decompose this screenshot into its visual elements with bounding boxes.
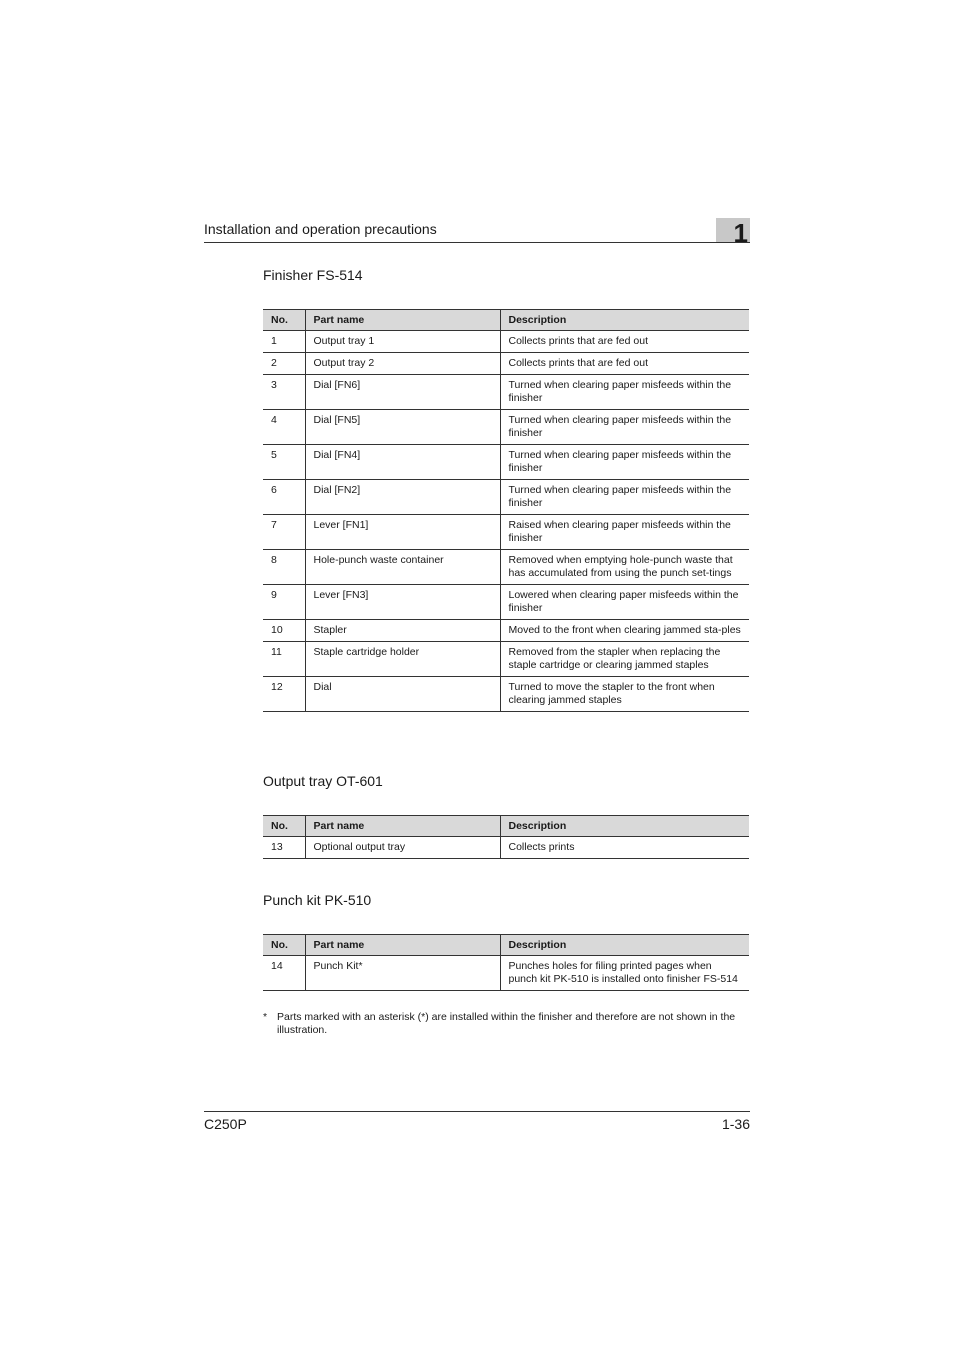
cell-description: Punches holes for filing printed pages when punch kit PK-510 is installed onto finisher FS-514 <box>500 956 749 991</box>
cell-description: Removed from the stapler when replacing the staple cartridge or clearing jammed staples <box>500 642 749 677</box>
cell-no: 8 <box>263 550 305 585</box>
table-header-row <box>263 310 749 331</box>
table-row <box>263 353 749 375</box>
cell-part-name: Stapler <box>305 620 500 642</box>
column-header-no: No. <box>263 816 305 837</box>
column-header-part-name: Part name <box>305 935 500 956</box>
table-header-row <box>263 935 749 956</box>
column-header-part-name: Part name <box>305 310 500 331</box>
footnote <box>263 1011 749 1037</box>
cell-part-name: Staple cartridge holder <box>305 642 500 677</box>
table-row <box>263 956 749 991</box>
cell-description: Removed when emptying hole-punch waste that has accumulated from using the punch set-tings <box>500 550 749 585</box>
cell-no: 10 <box>263 620 305 642</box>
table-row <box>263 375 749 410</box>
table-row <box>263 585 749 620</box>
table-row <box>263 642 749 677</box>
footer-page-number: 1-36 <box>721 1116 750 1132</box>
cell-description: Turned when clearing paper misfeeds within the finisher <box>500 445 749 480</box>
column-header-no: No. <box>263 310 305 331</box>
page-header <box>204 218 750 248</box>
footnote-text: Parts marked with an asterisk (*) are installed within the finisher and therefore are not shown in the illustration. <box>277 1011 736 1036</box>
cell-no: 13 <box>263 837 305 859</box>
cell-part-name: Output tray 2 <box>305 353 500 375</box>
cell-no: 11 <box>263 642 305 677</box>
table-row <box>263 550 749 585</box>
cell-description: Collects prints that are fed out <box>500 331 749 353</box>
cell-part-name: Hole-punch waste container <box>305 550 500 585</box>
cell-description: Collects prints that are fed out <box>500 353 749 375</box>
cell-description: Moved to the front when clearing jammed sta-ples <box>500 620 749 642</box>
table-row <box>263 515 749 550</box>
parts-table-output-tray <box>263 815 749 859</box>
cell-part-name: Dial [FN4] <box>305 445 500 480</box>
cell-description: Raised when clearing paper misfeeds within the finisher <box>500 515 749 550</box>
cell-part-name: Dial [FN2] <box>305 480 500 515</box>
cell-part-name: Lever [FN3] <box>305 585 500 620</box>
cell-description: Lowered when clearing paper misfeeds within the finisher <box>500 585 749 620</box>
column-header-description: Description <box>500 310 749 331</box>
column-header-description: Description <box>500 935 749 956</box>
column-header-no: No. <box>263 935 305 956</box>
section-heading-finisher: Finisher FS-514 <box>263 267 363 283</box>
table-row <box>263 410 749 445</box>
table-row <box>263 445 749 480</box>
cell-no: 1 <box>263 331 305 353</box>
cell-no: 3 <box>263 375 305 410</box>
footer-model: C250P <box>204 1116 247 1132</box>
column-header-part-name: Part name <box>305 816 500 837</box>
cell-no: 7 <box>263 515 305 550</box>
cell-part-name: Output tray 1 <box>305 331 500 353</box>
cell-part-name: Dial [FN6] <box>305 375 500 410</box>
parts-table-punch-kit <box>263 934 749 991</box>
table-row <box>263 331 749 353</box>
cell-description: Turned when clearing paper misfeeds within the finisher <box>500 410 749 445</box>
header-title: Installation and operation precautions <box>204 221 437 237</box>
table-row <box>263 620 749 642</box>
cell-description: Turned when clearing paper misfeeds within the finisher <box>500 480 749 515</box>
cell-no: 14 <box>263 956 305 991</box>
cell-part-name: Punch Kit* <box>305 956 500 991</box>
chapter-number: 1 <box>716 218 750 242</box>
table-row <box>263 837 749 859</box>
cell-part-name: Dial <box>305 677 500 712</box>
cell-part-name: Lever [FN1] <box>305 515 500 550</box>
cell-description: Turned to move the stapler to the front when clearing jammed staples <box>500 677 749 712</box>
cell-part-name: Optional output tray <box>305 837 500 859</box>
cell-description: Collects prints <box>500 837 749 859</box>
cell-no: 9 <box>263 585 305 620</box>
section-heading-output-tray: Output tray OT-601 <box>263 773 383 789</box>
cell-no: 12 <box>263 677 305 712</box>
table-header-row <box>263 816 749 837</box>
cell-no: 2 <box>263 353 305 375</box>
parts-table-finisher <box>263 309 749 712</box>
cell-no: 5 <box>263 445 305 480</box>
cell-description: Turned when clearing paper misfeeds within the finisher <box>500 375 749 410</box>
cell-no: 6 <box>263 480 305 515</box>
cell-no: 4 <box>263 410 305 445</box>
cell-part-name: Dial [FN5] <box>305 410 500 445</box>
page-footer <box>204 1111 750 1132</box>
column-header-description: Description <box>500 816 749 837</box>
footnote-mark: * <box>263 1011 268 1023</box>
table-row <box>263 677 749 712</box>
section-heading-punch-kit: Punch kit PK-510 <box>263 892 372 908</box>
table-row <box>263 480 749 515</box>
